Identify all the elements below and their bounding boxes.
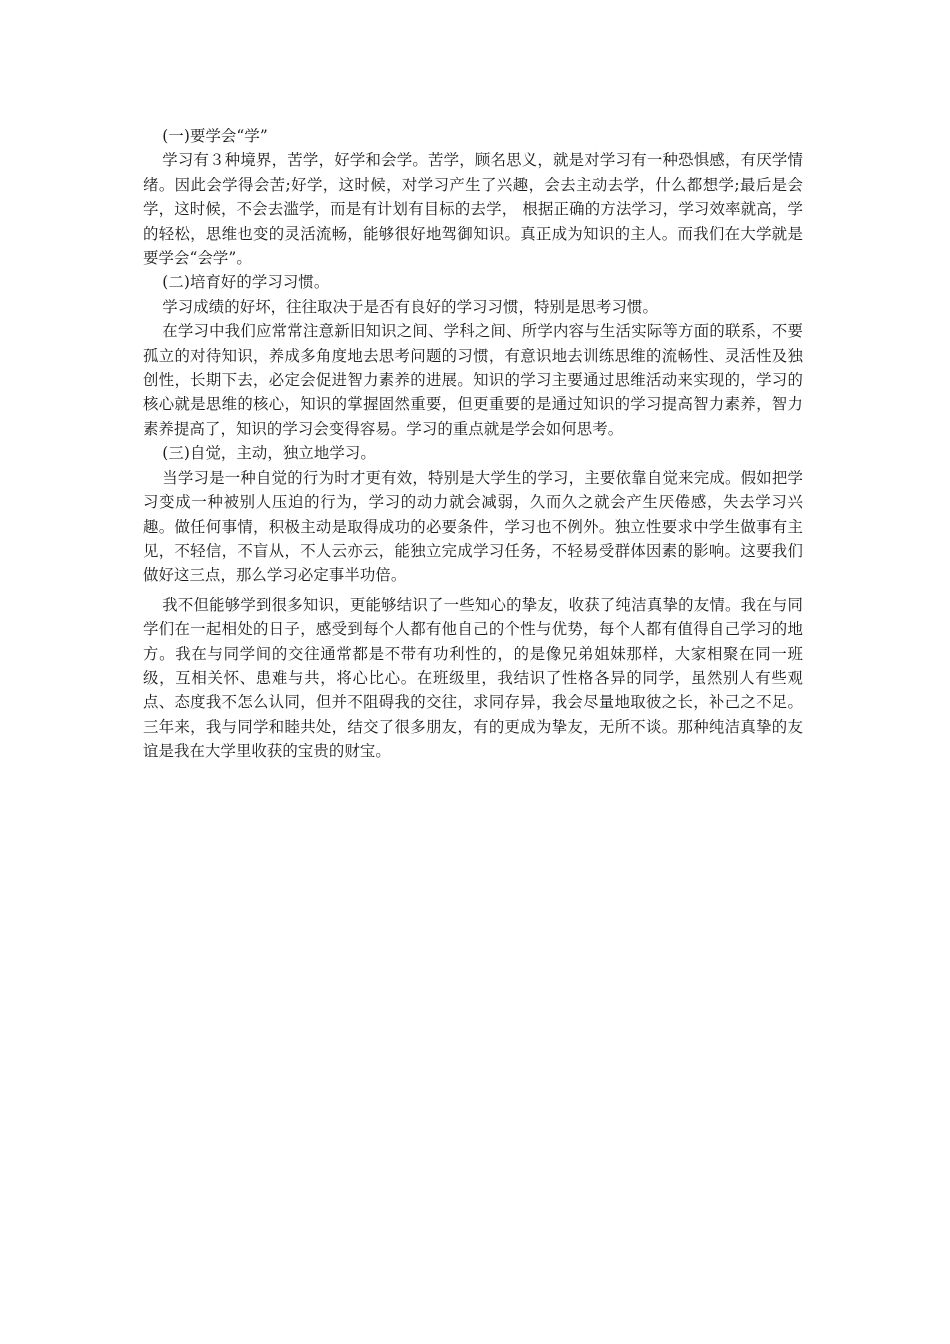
paragraph-self-study: 当学习是一种自觉的行为时才更有效，特别是大学生的学习，主要依靠自觉来完成。假如把学习变成一种被别人压迫的行为，学习的动力就会减弱，久而久之就会产生厌倦感，失去学习兴趣。做任何事情，积极主动是取得成功的必要条件，学习也不例外。独立性要求中学生做事有主见，不轻信，不盲从，不人云亦云，能独立完成学习任务，不轻易受群体因素的影响。这要我们做好这三点，那么学习必定事半功倍。 xyxy=(143,468,803,585)
paragraph-connections: 在学习中我们应常常注意新旧知识之间、学科之间、所学内容与生活实际等方面的联系，不要孤立的对待知识，养成多角度地去思考问题的习惯，有意识地去训练思维的流畅性、灵活性及独创性，长期下去，必定会促进智力素养的进展。知识的学习主要通过思维活动来实现的，学习的核心就是思维的核心，知识的掌握固然重要，但更重要的是通过知识的学习提高智力素养，智力素养提高了，知识的学习会变得容易。学习的重点就是学会如何思考。 xyxy=(143,322,803,438)
paragraph-three-levels: 学习有３种境界，苦学，好学和会学。苦学，顾名思义，就是对学习有一种恐惧感，有厌学情绪。因此会学得会苦;好学，这时候，对学习产生了兴趣，会去主动去学，什么都想学;最后是会学，这时候，不会去滥学，而是有计划有目标的去学， 根据正确的方法学习，学习效率就高，学的轻松，思维也变的灵活流畅，能够很好地驾御知识。真正成为知识的主人。而我们在大学就是要学会“会学”。 xyxy=(143,151,803,268)
section-heading-3: (三)自觉，主动，独立地学习。 xyxy=(162,444,376,463)
section-heading-1: (一)要学会“学” xyxy=(162,127,268,145)
section-heading-2: (二)培育好的学习习惯。 xyxy=(162,273,330,292)
document-body xyxy=(143,124,803,764)
paragraph-study-habits: 学习成绩的好坏，往往取决于是否有良好的学习习惯，特别是思考习惯。 xyxy=(162,297,658,316)
paragraph-friendship: 我不但能够学到很多知识，更能够结识了一些知心的挚友，收获了纯洁真挚的友情。我在与同学们在一起相处的日子，感受到每个人都有他自己的个性与优势，每个人都有值得自己学习的地方。我在与同学间的交往通常都是不带有功利性的，的是像兄弟姐妹那样，大家相聚在同一班级，互相关怀、患难与共，将心比心。在班级里，我结识了性格各异的同学，虽然别人有些观点、态度我不怎么认同，但并不阻碍我的交往，求同存异，我会尽量地取彼之长，补己之不足。三年来，我与同学和睦共处，结交了很多朋友，有的更成为挚友，无所不谈。那种纯洁真挚的友谊是我在大学里收获的宝贵的财宝。 xyxy=(143,595,803,761)
